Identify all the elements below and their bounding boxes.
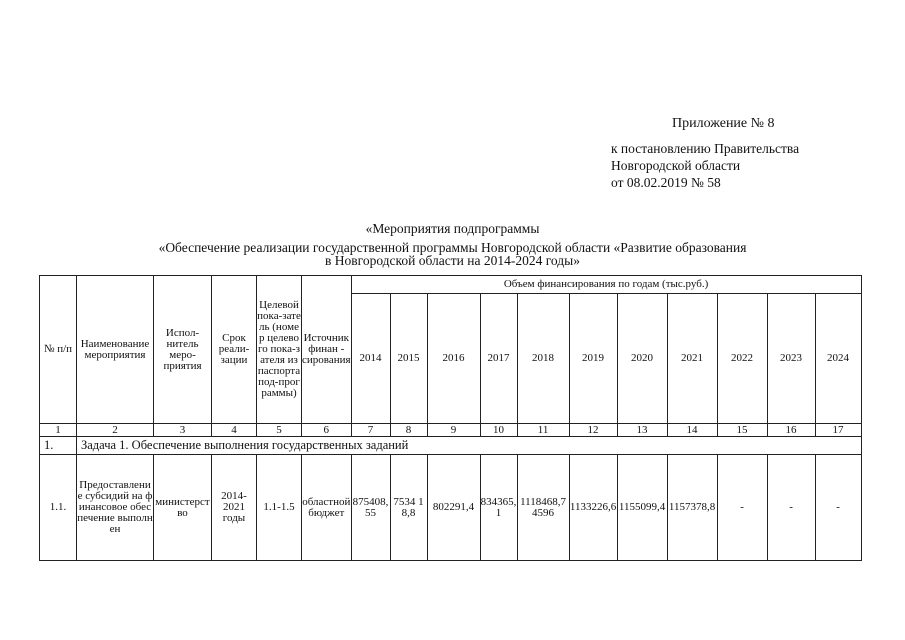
row-value: - — [717, 455, 767, 561]
header-year: 2024 — [815, 294, 861, 424]
header-name: Наименование мероприятия — [77, 276, 154, 424]
row-term: 2014-2021 годы — [212, 455, 257, 561]
header-year: 2019 — [569, 294, 617, 424]
header-year: 2023 — [767, 294, 815, 424]
column-number: 9 — [427, 424, 480, 437]
column-number: 1 — [40, 424, 77, 437]
header-source: Источник финан - сирования — [302, 276, 352, 424]
decree-reference — [611, 140, 799, 191]
column-number: 5 — [257, 424, 302, 437]
document-subtitle — [0, 241, 905, 267]
column-number: 2 — [77, 424, 154, 437]
column-number: 16 — [767, 424, 815, 437]
header-year: 2022 — [717, 294, 767, 424]
task-number: 1. — [40, 437, 77, 455]
document-title: «Мероприятия подпрограммы — [365, 221, 540, 236]
column-number: 13 — [617, 424, 667, 437]
header-executor: Испол-нитель меро-приятия — [154, 276, 212, 424]
header-year: 2018 — [517, 294, 569, 424]
header-num: № п/п — [40, 276, 77, 424]
row-value: 802291,4 — [427, 455, 480, 561]
decree-line: от 08.02.2019 № 58 — [611, 175, 721, 190]
row-value: 875408,55 — [351, 455, 390, 561]
row-value: - — [767, 455, 815, 561]
appendix-label: Приложение № 8 — [672, 116, 775, 131]
header-indicator: Целевой пока-затель (номер целевого пока-зателя из паспорта под-программы) — [257, 276, 302, 424]
column-number: 4 — [212, 424, 257, 437]
header-funding: Объем финансирования по годам (тыс.руб.) — [351, 276, 861, 294]
row-value: 1133226,6 — [569, 455, 617, 561]
row-value: 834365,1 — [480, 455, 517, 561]
header-year: 2021 — [667, 294, 717, 424]
row-name: Предоставление субсидий на финансовое обеспечение выполнен — [77, 455, 154, 561]
decree-line: к постановлению Правительства — [611, 141, 800, 156]
row-indicator: 1.1-1.5 — [257, 455, 302, 561]
row-value: 1155099,4 — [617, 455, 667, 561]
column-number: 14 — [667, 424, 717, 437]
column-number: 11 — [517, 424, 569, 437]
column-number: 7 — [351, 424, 390, 437]
row-executor: министерство — [154, 455, 212, 561]
row-value: 1157378,8 — [667, 455, 717, 561]
header-term: Срок реали-зации — [212, 276, 257, 424]
column-number: 12 — [569, 424, 617, 437]
column-number: 15 — [717, 424, 767, 437]
column-number: 17 — [815, 424, 861, 437]
task-title: Задача 1. Обеспечение выполнения государственных заданий — [77, 437, 862, 455]
row-source: областной бюджет — [302, 455, 352, 561]
header-year: 2014 — [351, 294, 390, 424]
row-value: - — [815, 455, 861, 561]
row-value: 1118468,74596 — [517, 455, 569, 561]
subtitle-line: в Новгородской области на 2014-2024 годы» — [325, 253, 580, 268]
column-number: 3 — [154, 424, 212, 437]
row-value: 7534 18,8 — [390, 455, 427, 561]
subtitle-line: «Обеспечение реализации государственной программы Новгородской области «Развитие образования — [158, 240, 747, 255]
column-number: 8 — [390, 424, 427, 437]
measures-table — [39, 275, 862, 561]
row-number: 1.1. — [40, 455, 77, 561]
header-year: 2016 — [427, 294, 480, 424]
column-number: 10 — [480, 424, 517, 437]
header-year: 2020 — [617, 294, 667, 424]
header-year: 2015 — [390, 294, 427, 424]
decree-line: Новгородской области — [611, 158, 741, 173]
header-year: 2017 — [480, 294, 517, 424]
column-number: 6 — [302, 424, 352, 437]
